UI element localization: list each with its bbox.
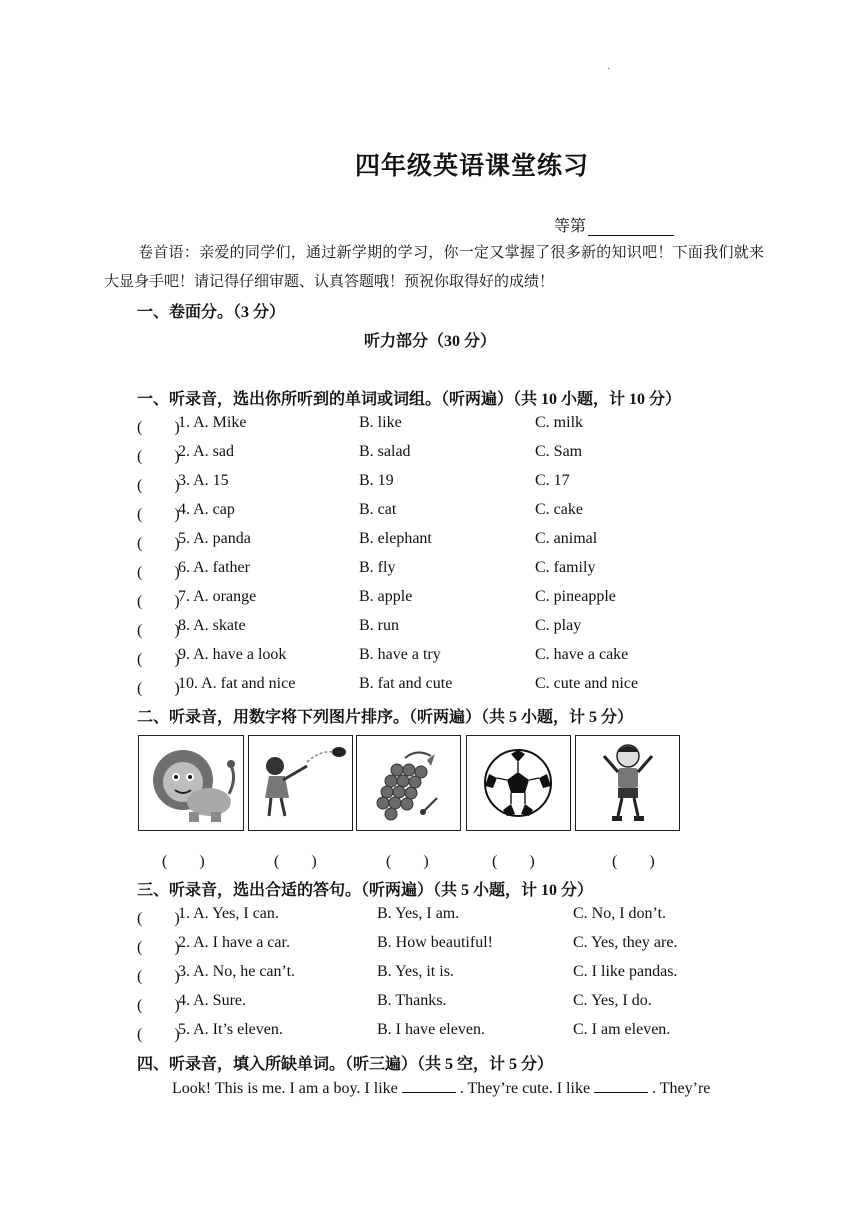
answer-bracket[interactable]: ( ) <box>137 535 180 552</box>
answer-bracket[interactable]: ( ) <box>137 1026 180 1043</box>
answer-bracket[interactable]: ( ) <box>137 939 180 956</box>
option-a: 6. A. father <box>178 559 250 576</box>
option-c: C. 17 <box>535 472 570 489</box>
cloze-blank-1[interactable] <box>402 1078 456 1093</box>
option-a: 2. A. sad <box>178 443 234 460</box>
question-row <box>137 588 777 612</box>
part4-heading: 四、听录音，填入所缺单词。（听三遍）（共 5 空，计 5 分） <box>137 1056 554 1073</box>
answer-bracket-4[interactable]: ( ) <box>492 853 535 870</box>
question-row <box>137 559 777 583</box>
option-b: B. Yes, I am. <box>377 905 460 922</box>
question-row <box>137 617 777 641</box>
answer-bracket[interactable]: ( ) <box>137 564 180 581</box>
option-b: B. cat <box>359 501 397 518</box>
option-c: C. milk <box>535 414 584 431</box>
question-row <box>137 414 777 438</box>
answer-bracket[interactable]: ( ) <box>137 506 180 523</box>
option-b: B. like <box>359 414 402 431</box>
option-b: B. Yes, it is. <box>377 963 454 980</box>
option-a: 3. A. No, he can’t. <box>178 963 296 980</box>
answer-bracket-2[interactable]: ( ) <box>274 853 317 870</box>
option-a: 2. A. I have a car. <box>178 934 290 951</box>
option-b: B. apple <box>359 588 413 605</box>
option-c: C. Sam <box>535 443 583 460</box>
page-title: 四年级英语课堂练习 <box>354 153 589 180</box>
option-c: C. family <box>535 559 596 576</box>
grapes-picture <box>356 735 461 831</box>
question-row <box>137 675 777 699</box>
question-row <box>137 1021 777 1045</box>
answer-bracket-5[interactable]: ( ) <box>612 853 655 870</box>
question-row <box>137 992 777 1016</box>
part1-heading: 一、听录音，选出你所听到的单词或词组。（听两遍）（共 10 小题，计 10 分） <box>137 391 682 408</box>
part2-heading: 二、听录音，用数字将下列图片排序。（听两遍）（共 5 小题，计 5 分） <box>137 709 634 726</box>
cloze-text-3: . They’re <box>652 1080 711 1097</box>
answer-bracket[interactable]: ( ) <box>137 997 180 1014</box>
option-b: B. fat and cute <box>359 675 453 692</box>
option-a: 4. A. Sure. <box>178 992 246 1009</box>
listening-heading: 听力部分（30 分） <box>363 333 496 350</box>
boy-jumping-icon <box>576 736 679 830</box>
option-c: C. I like pandas. <box>573 963 678 980</box>
option-b: B. fly <box>359 559 396 576</box>
option-a: 1. A. Yes, I can. <box>178 905 279 922</box>
answer-bracket[interactable]: ( ) <box>137 968 180 985</box>
option-a: 8. A. skate <box>178 617 246 634</box>
question-row <box>137 963 777 987</box>
answer-bracket[interactable]: ( ) <box>137 477 180 494</box>
option-b: B. have a try <box>359 646 441 663</box>
football-icon <box>467 736 570 830</box>
answer-bracket-3[interactable]: ( ) <box>386 853 429 870</box>
cloze-text-1: Look! This is me. I am a boy. I like <box>172 1080 398 1097</box>
option-a: 9. A. have a look <box>178 646 287 663</box>
football-picture <box>466 735 571 831</box>
answer-bracket[interactable]: ( ) <box>137 910 180 927</box>
question-row <box>137 646 777 670</box>
option-a: 1. A. Mike <box>178 414 247 431</box>
option-c: C. No, I don’t. <box>573 905 667 922</box>
answer-bracket[interactable]: ( ) <box>137 593 180 610</box>
option-c: C. Yes, they are. <box>573 934 678 951</box>
option-a: 3. A. 15 <box>178 472 229 489</box>
cloze-text-2: . They’re cute. I like <box>459 1080 591 1097</box>
answer-bracket-1[interactable]: ( ) <box>162 853 205 870</box>
option-b: B. elephant <box>359 530 432 547</box>
option-a: 7. A. orange <box>178 588 257 605</box>
question-row <box>137 905 777 929</box>
grade-label: 等第 <box>554 218 587 235</box>
option-a: 5. A. panda <box>178 530 251 547</box>
option-b: B. How beautiful! <box>377 934 493 951</box>
boy-jumping-picture <box>575 735 680 831</box>
option-b: B. run <box>359 617 399 634</box>
option-c: C. I am eleven. <box>573 1021 671 1038</box>
cloze-paragraph <box>172 1078 710 1098</box>
question-row <box>137 472 777 496</box>
picture-row <box>138 735 680 831</box>
answer-bracket[interactable]: ( ) <box>137 419 180 436</box>
option-c: C. pineapple <box>535 588 616 605</box>
lion-picture <box>138 735 244 831</box>
grade-field <box>554 213 674 236</box>
question-row <box>137 501 777 525</box>
option-b: B. salad <box>359 443 411 460</box>
question-row <box>137 530 777 554</box>
option-a: 4. A. cap <box>178 501 235 518</box>
option-c: C. Yes, I do. <box>573 992 652 1009</box>
section-neatness: 一、卷面分。（3 分） <box>137 304 286 321</box>
girl-playing-picture <box>248 735 353 831</box>
question-row <box>137 934 777 958</box>
grapes-icon <box>357 736 460 830</box>
lion-icon <box>139 736 243 830</box>
option-a: 10. A. fat and nice <box>178 675 296 692</box>
option-c: C. animal <box>535 530 598 547</box>
answer-bracket[interactable]: ( ) <box>137 680 180 697</box>
option-b: B. I have eleven. <box>377 1021 485 1038</box>
option-c: C. have a cake <box>535 646 629 663</box>
intro-paragraph: 卷首语：亲爱的同学们，通过新学期的学习，你一定又掌握了很多新的知识吧！下面我们就来大显身手吧！请记得仔细审题、认真答题哦！预祝你取得好的成绩！ <box>104 243 764 290</box>
answer-bracket[interactable]: ( ) <box>137 448 180 465</box>
option-a: 5. A. It’s eleven. <box>178 1021 283 1038</box>
option-b: B. 19 <box>359 472 394 489</box>
answer-bracket[interactable]: ( ) <box>137 651 180 668</box>
answer-bracket[interactable]: ( ) <box>137 622 180 639</box>
question-row <box>137 443 777 467</box>
header-dot: · <box>607 64 611 75</box>
option-c: C. play <box>535 617 582 634</box>
option-c: C. cake <box>535 501 583 518</box>
part3-heading: 三、听录音，选出合适的答句。（听两遍）（共 5 小题，计 10 分） <box>137 882 594 899</box>
grade-blank[interactable] <box>588 219 674 236</box>
girl-playing-icon <box>249 736 352 830</box>
option-b: B. Thanks. <box>377 992 447 1009</box>
cloze-blank-2[interactable] <box>594 1078 648 1093</box>
option-c: C. cute and nice <box>535 675 639 692</box>
